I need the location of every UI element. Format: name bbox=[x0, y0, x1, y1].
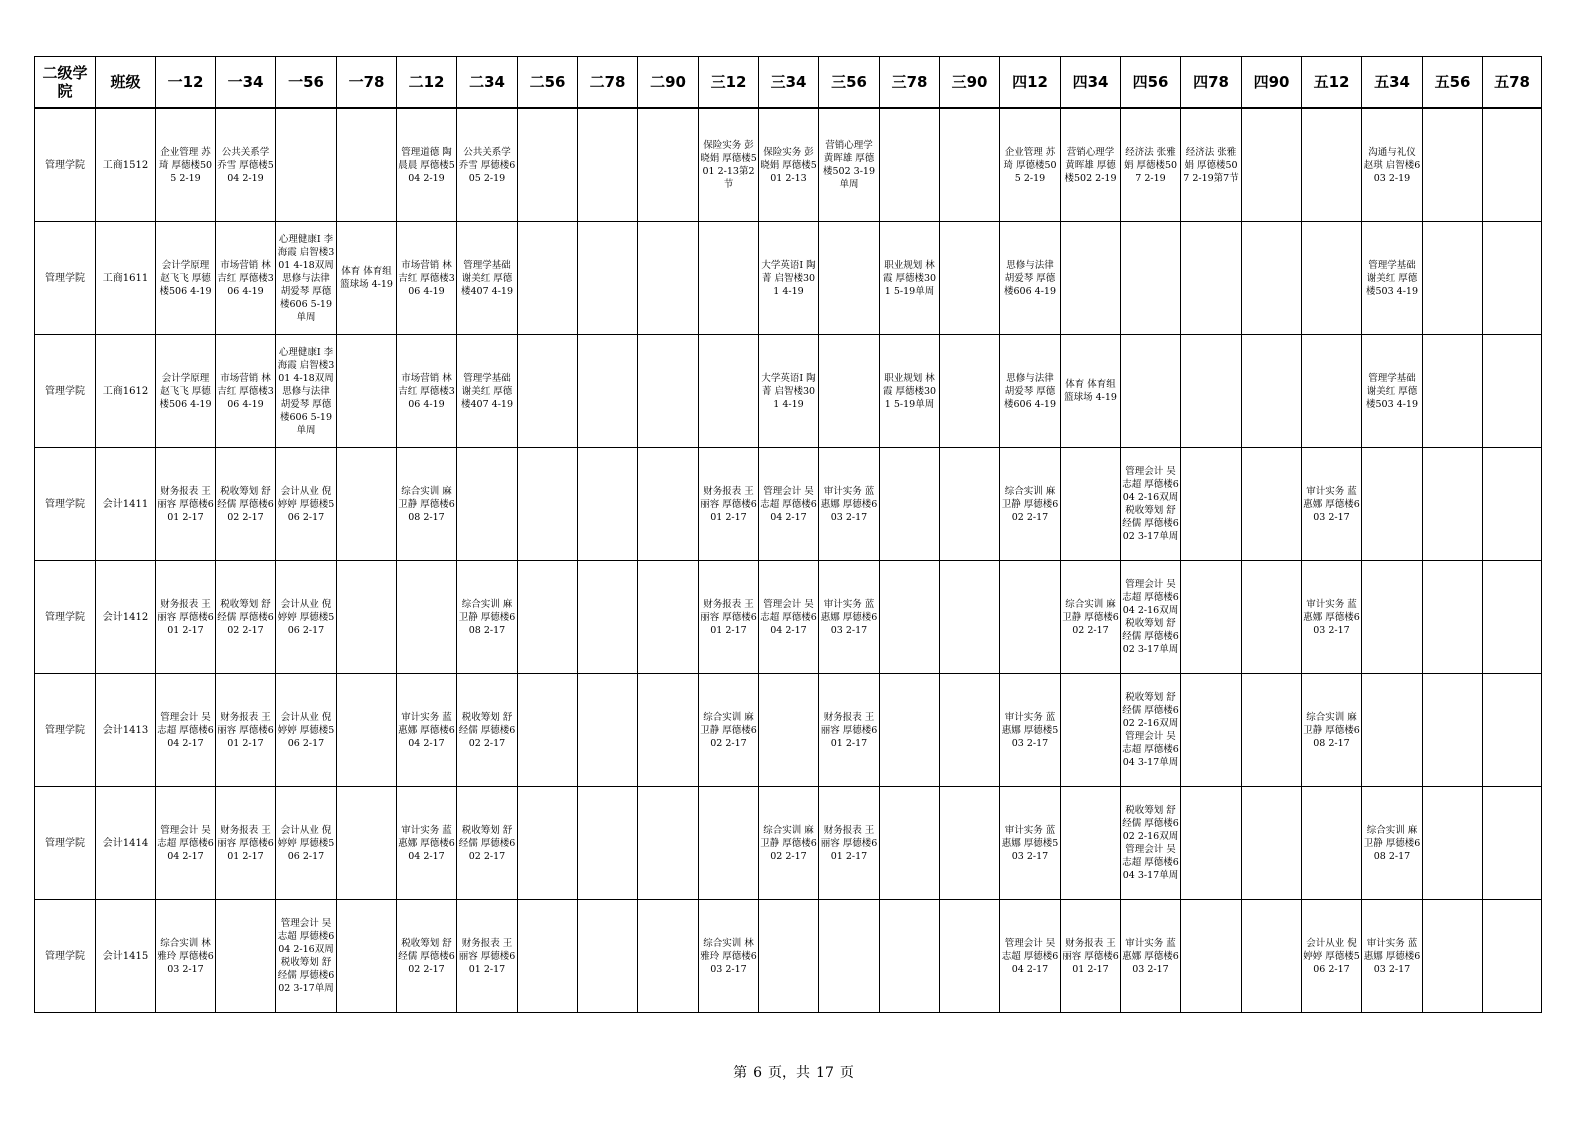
course-cell bbox=[397, 561, 457, 674]
course-cell bbox=[638, 335, 699, 448]
table-row bbox=[35, 108, 1542, 222]
course-cell: 营销心理学 黄晖雄 厚德楼502 2-19 bbox=[1061, 108, 1121, 222]
course-cell bbox=[699, 222, 759, 335]
header-period: 三78 bbox=[880, 57, 940, 109]
course-cell: 会计从业 倪婷婷 厚德楼506 2-17 bbox=[1302, 900, 1362, 1013]
course-cell bbox=[1423, 900, 1483, 1013]
header-period: 二78 bbox=[578, 57, 638, 109]
course-cell: 审计实务 蓝惠娜 厚德楼604 2-17 bbox=[397, 674, 457, 787]
course-cell bbox=[276, 108, 337, 222]
course-cell: 审计实务 蓝惠娜 厚德楼603 2-17 bbox=[1121, 900, 1181, 1013]
table-row bbox=[35, 900, 1542, 1013]
course-cell bbox=[1181, 674, 1242, 787]
course-cell bbox=[1242, 787, 1302, 900]
course-cell: 财务报表 王丽容 厚德楼601 2-17 bbox=[699, 561, 759, 674]
course-cell bbox=[1423, 222, 1483, 335]
course-cell bbox=[337, 674, 397, 787]
course-cell: 财务报表 王丽容 厚德楼601 2-17 bbox=[156, 561, 216, 674]
course-cell: 职业规划 林霞 厚德楼301 5-19单周 bbox=[880, 222, 940, 335]
table-row bbox=[35, 561, 1542, 674]
course-cell: 管理会计 吴志超 厚德楼604 2-17 bbox=[156, 674, 216, 787]
course-cell: 财务报表 王丽容 厚德楼601 2-17 bbox=[1061, 900, 1121, 1013]
course-cell bbox=[940, 561, 1000, 674]
course-cell bbox=[1302, 335, 1362, 448]
course-cell bbox=[578, 448, 638, 561]
course-cell bbox=[337, 448, 397, 561]
course-cell: 税收筹划 舒经儒 厚德楼602 2-16双周 管理会计 吴志超 厚德楼604 3-17单周 bbox=[1121, 674, 1181, 787]
course-cell: 经济法 张雅娟 厚德楼507 2-19 bbox=[1121, 108, 1181, 222]
course-cell bbox=[518, 335, 578, 448]
course-cell bbox=[1423, 448, 1483, 561]
course-cell bbox=[1483, 787, 1542, 900]
course-cell bbox=[1423, 108, 1483, 222]
course-cell: 税收筹划 舒经儒 厚德楼602 2-16双周 管理会计 吴志超 厚德楼604 3-17单周 bbox=[1121, 787, 1181, 900]
header-period: 五34 bbox=[1362, 57, 1423, 109]
header-period: 一34 bbox=[216, 57, 276, 109]
course-cell: 体育 体育组 篮球场 4-19 bbox=[337, 222, 397, 335]
course-cell: 审计实务 蓝惠娜 厚德楼603 2-17 bbox=[1302, 448, 1362, 561]
course-cell: 思修与法律 胡爱琴 厚德楼606 4-19 bbox=[1000, 222, 1061, 335]
course-cell: 综合实训 林雅玲 厚德楼603 2-17 bbox=[699, 900, 759, 1013]
header-period: 三56 bbox=[819, 57, 880, 109]
course-cell bbox=[940, 335, 1000, 448]
course-cell bbox=[1061, 787, 1121, 900]
header-period: 五78 bbox=[1483, 57, 1542, 109]
header-period: 二90 bbox=[638, 57, 699, 109]
course-cell: 管理会计 吴志超 厚德楼604 2-16双周 税收筹划 舒经儒 厚德楼602 3-17单周 bbox=[1121, 448, 1181, 561]
header-period: 一12 bbox=[156, 57, 216, 109]
course-cell: 税收筹划 舒经儒 厚德楼602 2-17 bbox=[457, 787, 518, 900]
course-cell bbox=[940, 448, 1000, 561]
course-cell: 税收筹划 舒经儒 厚德楼602 2-17 bbox=[457, 674, 518, 787]
course-cell bbox=[1242, 561, 1302, 674]
course-cell bbox=[940, 222, 1000, 335]
course-cell: 沟通与礼仪 赵琪 启智楼603 2-19 bbox=[1362, 108, 1423, 222]
course-cell bbox=[819, 900, 880, 1013]
course-cell bbox=[216, 900, 276, 1013]
course-cell bbox=[578, 335, 638, 448]
college-cell: 管理学院 bbox=[35, 674, 96, 787]
course-cell bbox=[518, 222, 578, 335]
course-cell bbox=[1181, 335, 1242, 448]
course-cell bbox=[638, 787, 699, 900]
header-period: 一56 bbox=[276, 57, 337, 109]
course-cell bbox=[638, 448, 699, 561]
course-cell: 心理健康Ⅰ 李海霞 启智楼301 4-18双周 思修与法律 胡爱琴 厚德楼606 5-19单周 bbox=[276, 335, 337, 448]
course-cell: 管理学基础 谢美红 厚德楼407 4-19 bbox=[457, 222, 518, 335]
course-cell bbox=[940, 900, 1000, 1013]
course-cell: 职业规划 林霞 厚德楼301 5-19单周 bbox=[880, 335, 940, 448]
course-cell: 公共关系学 乔雪 厚德楼605 2-19 bbox=[457, 108, 518, 222]
course-cell: 市场营销 林吉红 厚德楼306 4-19 bbox=[216, 335, 276, 448]
course-cell: 税收筹划 舒经儒 厚德楼602 2-17 bbox=[397, 900, 457, 1013]
course-cell bbox=[578, 222, 638, 335]
course-cell: 会计从业 倪婷婷 厚德楼506 2-17 bbox=[276, 787, 337, 900]
course-cell bbox=[1242, 222, 1302, 335]
header-class: 班级 bbox=[96, 57, 156, 109]
course-cell bbox=[1362, 674, 1423, 787]
course-cell bbox=[1181, 561, 1242, 674]
course-cell bbox=[1061, 222, 1121, 335]
college-cell: 管理学院 bbox=[35, 787, 96, 900]
course-cell: 保险实务 彭晓娟 厚德楼501 2-13第2节 bbox=[699, 108, 759, 222]
table-row bbox=[35, 448, 1542, 561]
course-cell bbox=[880, 561, 940, 674]
course-cell bbox=[337, 787, 397, 900]
course-cell bbox=[1302, 787, 1362, 900]
header-period: 四56 bbox=[1121, 57, 1181, 109]
course-cell bbox=[1242, 448, 1302, 561]
course-cell bbox=[1121, 222, 1181, 335]
course-cell bbox=[337, 561, 397, 674]
page-footer bbox=[0, 1062, 1587, 1082]
course-cell: 思修与法律 胡爱琴 厚德楼606 4-19 bbox=[1000, 335, 1061, 448]
header-period: 四34 bbox=[1061, 57, 1121, 109]
course-cell bbox=[1483, 448, 1542, 561]
course-cell: 市场营销 林吉红 厚德楼306 4-19 bbox=[397, 222, 457, 335]
course-cell bbox=[880, 900, 940, 1013]
course-cell: 管理会计 吴志超 厚德楼604 2-17 bbox=[1000, 900, 1061, 1013]
course-cell bbox=[1061, 448, 1121, 561]
course-cell: 审计实务 蓝惠娜 厚德楼603 2-17 bbox=[1362, 900, 1423, 1013]
header-period: 三12 bbox=[699, 57, 759, 109]
course-cell bbox=[1483, 674, 1542, 787]
course-cell bbox=[1302, 108, 1362, 222]
course-cell bbox=[638, 674, 699, 787]
course-cell: 公共关系学 乔雪 厚德楼504 2-19 bbox=[216, 108, 276, 222]
course-cell: 体育 体育组 篮球场 4-19 bbox=[1061, 335, 1121, 448]
course-cell: 管理学基础 谢美红 厚德楼407 4-19 bbox=[457, 335, 518, 448]
course-cell: 保险实务 彭晓娟 厚德楼501 2-13 bbox=[759, 108, 819, 222]
course-cell bbox=[880, 448, 940, 561]
course-cell bbox=[1483, 335, 1542, 448]
course-cell bbox=[578, 787, 638, 900]
course-cell: 综合实训 麻卫静 厚德楼602 2-17 bbox=[1061, 561, 1121, 674]
course-cell: 财务报表 王丽容 厚德楼601 2-17 bbox=[699, 448, 759, 561]
course-cell bbox=[1362, 561, 1423, 674]
course-cell bbox=[819, 335, 880, 448]
header-period: 二12 bbox=[397, 57, 457, 109]
course-cell: 管理学基础 谢美红 厚德楼503 4-19 bbox=[1362, 222, 1423, 335]
course-cell: 综合实训 麻卫静 厚德楼608 2-17 bbox=[1362, 787, 1423, 900]
course-cell: 会计学原理 赵飞飞 厚德楼506 4-19 bbox=[156, 222, 216, 335]
course-cell bbox=[518, 787, 578, 900]
course-cell: 审计实务 蓝惠娜 厚德楼603 2-17 bbox=[819, 448, 880, 561]
course-cell: 会计从业 倪婷婷 厚德楼506 2-17 bbox=[276, 674, 337, 787]
course-cell: 财务报表 王丽容 厚德楼601 2-17 bbox=[156, 448, 216, 561]
course-cell: 财务报表 王丽容 厚德楼601 2-17 bbox=[819, 674, 880, 787]
course-cell bbox=[518, 108, 578, 222]
class-cell: 工商1512 bbox=[96, 108, 156, 222]
course-cell bbox=[1483, 900, 1542, 1013]
course-cell: 管理会计 吴志超 厚德楼604 2-17 bbox=[759, 448, 819, 561]
course-cell bbox=[578, 674, 638, 787]
course-cell bbox=[1121, 335, 1181, 448]
course-cell bbox=[518, 448, 578, 561]
course-cell: 审计实务 蓝惠娜 厚德楼603 2-17 bbox=[819, 561, 880, 674]
course-cell bbox=[337, 900, 397, 1013]
course-cell: 综合实训 麻卫静 厚德楼608 2-17 bbox=[1302, 674, 1362, 787]
course-cell: 税收筹划 舒经儒 厚德楼602 2-17 bbox=[216, 448, 276, 561]
footer-suffix: 页 bbox=[839, 1065, 854, 1081]
course-cell bbox=[1061, 674, 1121, 787]
course-cell bbox=[1181, 900, 1242, 1013]
class-cell: 会计1413 bbox=[96, 674, 156, 787]
table-body bbox=[35, 108, 1542, 1013]
course-cell bbox=[638, 561, 699, 674]
course-cell: 管理会计 吴志超 厚德楼604 2-16双周 税收筹划 舒经儒 厚德楼602 3-17单周 bbox=[1121, 561, 1181, 674]
course-cell bbox=[1242, 674, 1302, 787]
course-cell: 财务报表 王丽容 厚德楼601 2-17 bbox=[216, 787, 276, 900]
header-period: 三90 bbox=[940, 57, 1000, 109]
header-period: 五12 bbox=[1302, 57, 1362, 109]
header-period: 二56 bbox=[518, 57, 578, 109]
course-cell bbox=[1181, 787, 1242, 900]
course-cell: 会计学原理 赵飞飞 厚德楼506 4-19 bbox=[156, 335, 216, 448]
course-cell bbox=[940, 108, 1000, 222]
course-cell bbox=[880, 108, 940, 222]
header-period: 三34 bbox=[759, 57, 819, 109]
class-cell: 会计1412 bbox=[96, 561, 156, 674]
college-cell: 管理学院 bbox=[35, 222, 96, 335]
header-period: 一78 bbox=[337, 57, 397, 109]
course-cell: 企业管理 苏琦 厚德楼505 2-19 bbox=[1000, 108, 1061, 222]
course-cell bbox=[638, 900, 699, 1013]
course-cell bbox=[1423, 335, 1483, 448]
footer-page-number: 6 bbox=[753, 1065, 763, 1081]
course-cell bbox=[1423, 561, 1483, 674]
course-cell bbox=[1423, 674, 1483, 787]
course-cell bbox=[1242, 335, 1302, 448]
course-cell: 大学英语Ⅰ 陶菁 启智楼301 4-19 bbox=[759, 222, 819, 335]
footer-middle: 页，共 bbox=[768, 1065, 811, 1081]
course-cell: 会计从业 倪婷婷 厚德楼506 2-17 bbox=[276, 448, 337, 561]
course-cell: 管理会计 吴志超 厚德楼604 2-17 bbox=[156, 787, 216, 900]
course-cell bbox=[880, 787, 940, 900]
course-cell bbox=[1181, 222, 1242, 335]
course-cell bbox=[1302, 222, 1362, 335]
course-cell: 财务报表 王丽容 厚德楼601 2-17 bbox=[457, 900, 518, 1013]
course-cell bbox=[940, 787, 1000, 900]
course-cell bbox=[578, 561, 638, 674]
course-cell bbox=[337, 108, 397, 222]
college-cell: 管理学院 bbox=[35, 900, 96, 1013]
course-cell: 会计从业 倪婷婷 厚德楼506 2-17 bbox=[276, 561, 337, 674]
header-period: 二34 bbox=[457, 57, 518, 109]
header-college: 二级学院 bbox=[35, 57, 96, 109]
course-cell: 管理道德 陶晨晨 厚德楼504 2-19 bbox=[397, 108, 457, 222]
table-row bbox=[35, 674, 1542, 787]
class-cell: 会计1414 bbox=[96, 787, 156, 900]
header-period: 四90 bbox=[1242, 57, 1302, 109]
header-period: 四78 bbox=[1181, 57, 1242, 109]
course-cell: 审计实务 蓝惠娜 厚德楼604 2-17 bbox=[397, 787, 457, 900]
course-cell bbox=[1483, 222, 1542, 335]
class-cell: 工商1611 bbox=[96, 222, 156, 335]
footer-prefix: 第 bbox=[733, 1065, 748, 1081]
course-cell bbox=[518, 561, 578, 674]
course-cell bbox=[940, 674, 1000, 787]
course-cell bbox=[638, 108, 699, 222]
course-cell: 综合实训 麻卫静 厚德楼602 2-17 bbox=[759, 787, 819, 900]
header-period: 五56 bbox=[1423, 57, 1483, 109]
course-cell: 综合实训 麻卫静 厚德楼602 2-17 bbox=[699, 674, 759, 787]
course-cell bbox=[699, 787, 759, 900]
course-cell bbox=[1242, 108, 1302, 222]
course-cell: 心理健康Ⅰ 李海霞 启智楼301 4-18双周 思修与法律 胡爱琴 厚德楼606 5-19单周 bbox=[276, 222, 337, 335]
course-cell bbox=[638, 222, 699, 335]
table-row bbox=[35, 787, 1542, 900]
course-cell: 市场营销 林吉红 厚德楼306 4-19 bbox=[216, 222, 276, 335]
header-row bbox=[35, 57, 1542, 109]
course-cell: 财务报表 王丽容 厚德楼601 2-17 bbox=[819, 787, 880, 900]
course-cell: 大学英语Ⅰ 陶菁 启智楼301 4-19 bbox=[759, 335, 819, 448]
course-cell: 综合实训 麻卫静 厚德楼608 2-17 bbox=[397, 448, 457, 561]
course-cell bbox=[518, 674, 578, 787]
course-cell bbox=[759, 900, 819, 1013]
course-cell: 管理学基础 谢美红 厚德楼503 4-19 bbox=[1362, 335, 1423, 448]
course-cell: 经济法 张雅娟 厚德楼507 2-19第7节 bbox=[1181, 108, 1242, 222]
college-cell: 管理学院 bbox=[35, 448, 96, 561]
table-row bbox=[35, 222, 1542, 335]
course-cell: 企业管理 苏琦 厚德楼505 2-19 bbox=[156, 108, 216, 222]
course-cell: 审计实务 蓝惠娜 厚德楼503 2-17 bbox=[1000, 674, 1061, 787]
course-cell bbox=[337, 335, 397, 448]
class-cell: 会计1415 bbox=[96, 900, 156, 1013]
table-row bbox=[35, 335, 1542, 448]
course-cell bbox=[1423, 787, 1483, 900]
course-cell bbox=[578, 900, 638, 1013]
course-cell bbox=[699, 335, 759, 448]
course-cell bbox=[518, 900, 578, 1013]
course-cell: 综合实训 麻卫静 厚德楼602 2-17 bbox=[1000, 448, 1061, 561]
course-cell: 综合实训 麻卫静 厚德楼608 2-17 bbox=[457, 561, 518, 674]
college-cell: 管理学院 bbox=[35, 108, 96, 222]
course-cell bbox=[1181, 448, 1242, 561]
class-cell: 会计1411 bbox=[96, 448, 156, 561]
course-cell bbox=[759, 674, 819, 787]
course-cell: 综合实训 林雅玲 厚德楼603 2-17 bbox=[156, 900, 216, 1013]
header-period: 四12 bbox=[1000, 57, 1061, 109]
course-cell: 税收筹划 舒经儒 厚德楼602 2-17 bbox=[216, 561, 276, 674]
course-cell bbox=[819, 222, 880, 335]
course-cell bbox=[1483, 108, 1542, 222]
college-cell: 管理学院 bbox=[35, 561, 96, 674]
course-cell bbox=[880, 674, 940, 787]
class-cell: 工商1612 bbox=[96, 335, 156, 448]
timetable bbox=[34, 56, 1542, 1013]
course-cell bbox=[578, 108, 638, 222]
course-cell: 营销心理学 黄晖雄 厚德楼502 3-19单周 bbox=[819, 108, 880, 222]
course-cell: 审计实务 蓝惠娜 厚德楼503 2-17 bbox=[1000, 787, 1061, 900]
course-cell: 管理会计 吴志超 厚德楼604 2-17 bbox=[759, 561, 819, 674]
course-cell bbox=[1000, 561, 1061, 674]
footer-total-pages: 17 bbox=[816, 1065, 834, 1081]
course-cell bbox=[457, 448, 518, 561]
course-cell: 财务报表 王丽容 厚德楼601 2-17 bbox=[216, 674, 276, 787]
course-cell bbox=[1483, 561, 1542, 674]
course-cell bbox=[1362, 448, 1423, 561]
course-cell: 审计实务 蓝惠娜 厚德楼603 2-17 bbox=[1302, 561, 1362, 674]
college-cell: 管理学院 bbox=[35, 335, 96, 448]
course-cell: 市场营销 林吉红 厚德楼306 4-19 bbox=[397, 335, 457, 448]
course-cell bbox=[1242, 900, 1302, 1013]
course-cell: 管理会计 吴志超 厚德楼604 2-16双周 税收筹划 舒经儒 厚德楼602 3-17单周 bbox=[276, 900, 337, 1013]
